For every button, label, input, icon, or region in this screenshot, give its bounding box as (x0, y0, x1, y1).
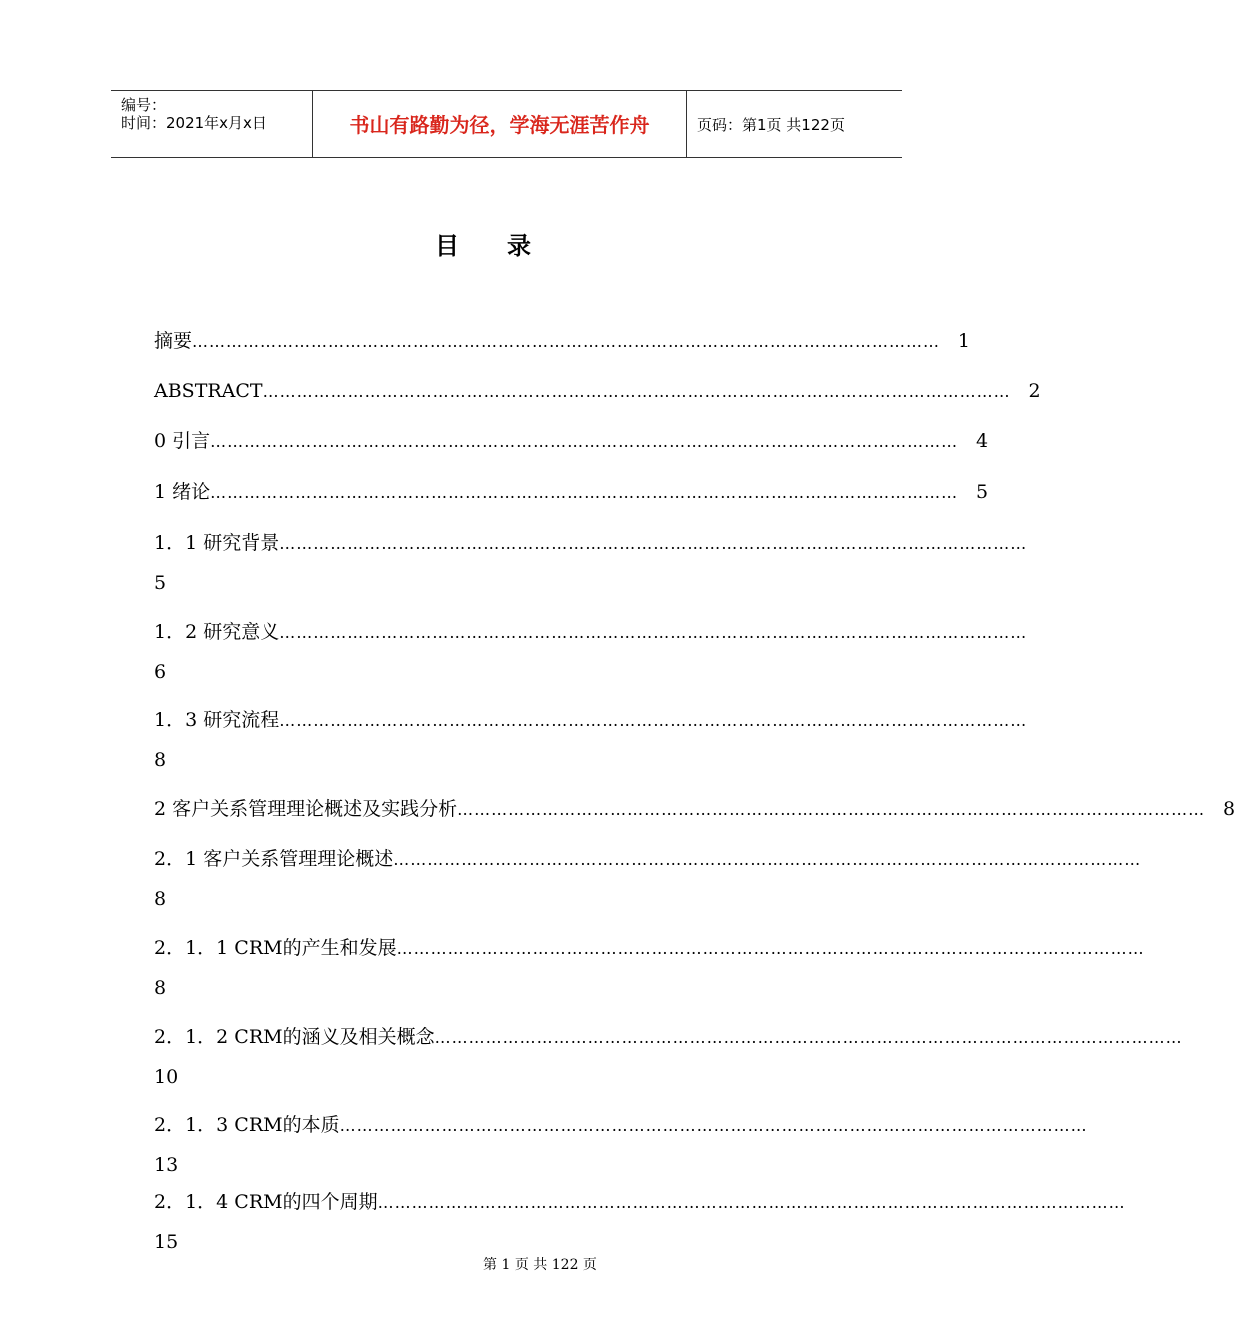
toc-entry[interactable] (154, 1189, 1126, 1255)
toc-entry[interactable] (154, 428, 989, 455)
toc-entry[interactable] (154, 707, 1028, 773)
toc-entry-label: 1．1 研究背景 (154, 532, 280, 554)
toc-entry-label: 摘要 (154, 330, 193, 352)
toc-leader-dots: …………………………………………………………………………………………………………………… (210, 432, 959, 451)
toc-leader-dots: …………………………………………………………………………………………………………………… (279, 623, 1028, 642)
document-time-label: 时间：2021年x月x日 (121, 114, 267, 132)
toc-entry[interactable] (154, 378, 1041, 405)
header-page-info: 页码：第1页 共122页 (697, 116, 845, 134)
toc-entry-label: 0 引言 (154, 430, 211, 452)
toc-leader-dots: …………………………………………………………………………………………………………………… (339, 1116, 1088, 1135)
toc-entry-label: ABSTRACT (154, 380, 263, 402)
toc-entry-label: 1．2 研究意义 (154, 621, 280, 643)
toc-entry-page: 8 (154, 888, 167, 910)
toc-leader-dots: …………………………………………………………………………………………………………………… (192, 332, 941, 351)
toc-entry-label: 2．1．2 CRM的涵义及相关概念 (154, 1026, 435, 1048)
toc-entry-page: 6 (154, 661, 167, 683)
toc-leader-dots: …………………………………………………………………………………………………………………… (377, 1193, 1126, 1212)
toc-entry-label: 2 客户关系管理理论概述及实践分析 (154, 798, 458, 820)
header-motto: 书山有路勤为径，学海无涯苦作舟 (313, 91, 687, 157)
toc-entry-label: 2．1．3 CRM的本质 (154, 1114, 340, 1136)
toc-entry-page: 10 (154, 1066, 179, 1088)
toc-entry[interactable] (154, 479, 989, 506)
toc-entry-page: 8 (154, 977, 167, 999)
toc-entry-label: 1．3 研究流程 (154, 709, 280, 731)
toc-entry[interactable] (154, 530, 1028, 596)
toc-leader-dots: …………………………………………………………………………………………………………………… (396, 939, 1145, 958)
page-header (111, 90, 902, 158)
toc-entry-page: 4 (976, 430, 989, 452)
toc-entry-page: 8 (1223, 798, 1235, 820)
toc-leader-dots: …………………………………………………………………………………………………………………… (279, 711, 1028, 730)
header-meta (111, 91, 313, 157)
toc-leader-dots: …………………………………………………………………………………………………………………… (434, 1028, 1183, 1047)
toc-entry-page: 5 (154, 572, 167, 594)
toc-entry-label: 2．1．4 CRM的四个周期 (154, 1191, 378, 1213)
toc-entry[interactable] (154, 1024, 1183, 1090)
toc-entry-label: 2．1．1 CRM的产生和发展 (154, 937, 397, 959)
toc-leader-dots: …………………………………………………………………………………………………………………… (262, 382, 1011, 401)
toc-leader-dots: …………………………………………………………………………………………………………………… (279, 534, 1028, 553)
toc-leader-dots: …………………………………………………………………………………………………………………… (393, 850, 1142, 869)
toc-entry-page: 13 (154, 1154, 179, 1176)
page-footer: 第 1 页 共 122 页 (483, 1257, 597, 1273)
toc-entry-page: 2 (1028, 380, 1041, 402)
toc-entry-page: 8 (154, 749, 167, 771)
toc-entry[interactable] (154, 1112, 1088, 1178)
toc-entry-label: 2．1 客户关系管理理论概述 (154, 848, 394, 870)
toc-entry[interactable] (154, 935, 1145, 1001)
toc-entry-label: 1 绪论 (154, 481, 211, 503)
toc-entry[interactable] (154, 796, 1235, 823)
toc-entry[interactable] (154, 846, 1142, 912)
toc-leader-dots: …………………………………………………………………………………………………………………… (210, 483, 959, 502)
document-number-label: 编号： (121, 96, 167, 114)
toc-entry[interactable] (154, 619, 1028, 685)
toc-leader-dots: …………………………………………………………………………………………………………………… (457, 800, 1206, 819)
toc-entry[interactable] (154, 328, 971, 355)
toc-entry-page: 1 (957, 330, 971, 352)
toc-entry-page: 15 (154, 1231, 179, 1253)
toc-title: 目录 (435, 232, 579, 260)
toc-entry-page: 5 (976, 481, 989, 503)
